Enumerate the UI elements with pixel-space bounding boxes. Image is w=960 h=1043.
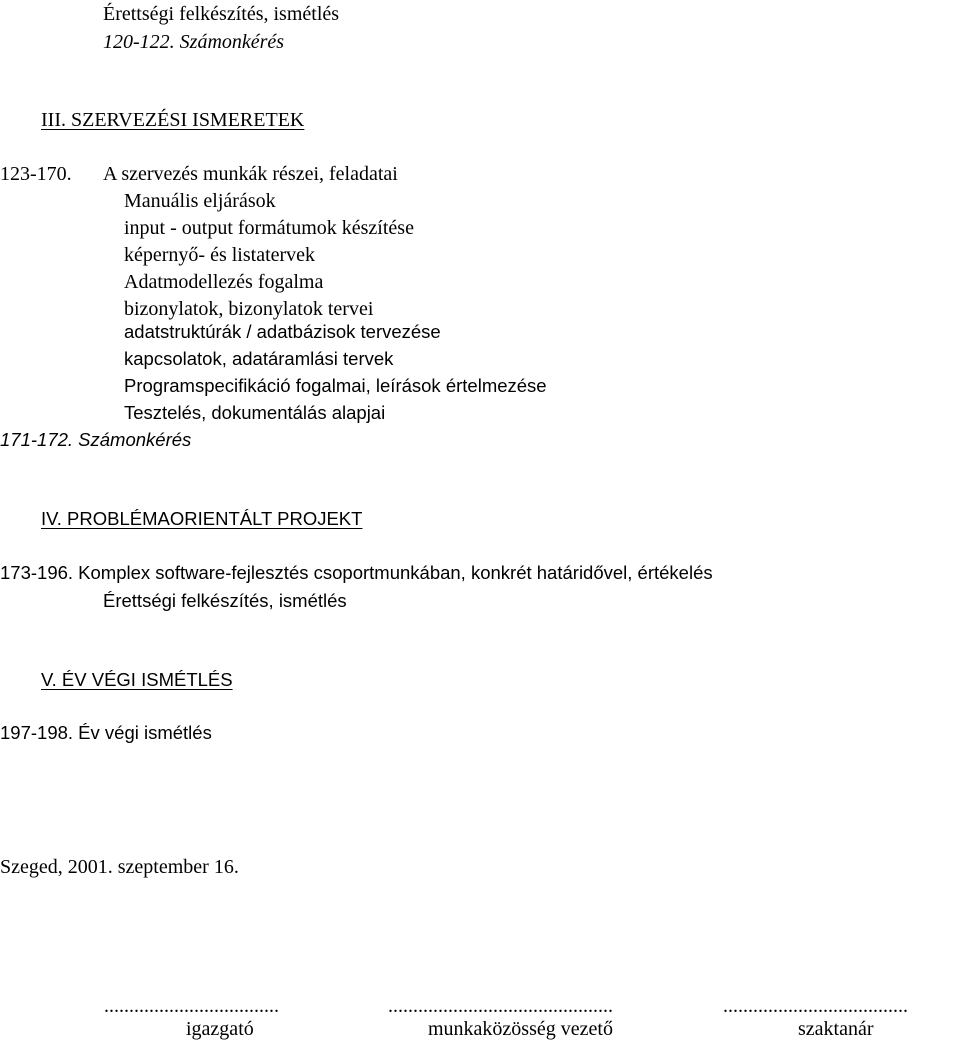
section-4-line-1: 173-196. Komplex software-fejlesztés csoportmunkában, konkrét határidővel, értékelés — [0, 562, 713, 583]
section-5-heading: V. ÉV VÉGI ISMÉTLÉS — [41, 669, 233, 690]
signature-line-teacher: ..................................... — [723, 995, 908, 1017]
top-line-exam: 120-122. Számonkérés — [103, 31, 285, 53]
list-item: Manuális eljárások — [124, 190, 276, 212]
signature-line-head: ............................................. — [388, 995, 613, 1017]
section-4-line-2: Érettségi felkészítés, ismétlés — [103, 590, 347, 611]
list-item: Tesztelés, dokumentálás alapjai — [124, 402, 386, 423]
section-3-heading: III. SZERVEZÉSI ISMERETEK — [41, 109, 305, 131]
signature-label-principal: igazgató — [186, 1018, 254, 1040]
section-3-first-item: A szervezés munkák részei, feladatai — [103, 163, 398, 185]
list-item: kapcsolatok, adatáramlási tervek — [124, 348, 394, 369]
signature-line-principal: ................................... — [104, 995, 279, 1017]
list-item: képernyő- és listatervek — [124, 244, 316, 266]
section-5-line-1: 197-198. Év végi ismétlés — [0, 722, 212, 743]
list-item: Adatmodellezés fogalma — [124, 271, 324, 293]
list-item: input - output formátumok készítése — [124, 217, 414, 239]
signature-label-head: munkaközösség vezető — [428, 1018, 613, 1040]
list-item: bizonylatok, bizonylatok tervei — [124, 298, 374, 320]
section-4-heading: IV. PROBLÉMAORIENTÁLT PROJEKT — [41, 508, 363, 529]
section-3-exam: 171-172. Számonkérés — [0, 429, 192, 450]
list-item: Programspecifikáció fogalmai, leírások értelmezése — [124, 375, 547, 396]
section-3-range: 123-170. — [0, 163, 72, 185]
top-line-review: Érettségi felkészítés, ismétlés — [103, 3, 340, 25]
place-date: Szeged, 2001. szeptember 16. — [0, 856, 239, 878]
list-item: adatstruktúrák / adatbázisok tervezése — [124, 321, 441, 342]
signature-label-teacher: szaktanár — [798, 1018, 874, 1040]
